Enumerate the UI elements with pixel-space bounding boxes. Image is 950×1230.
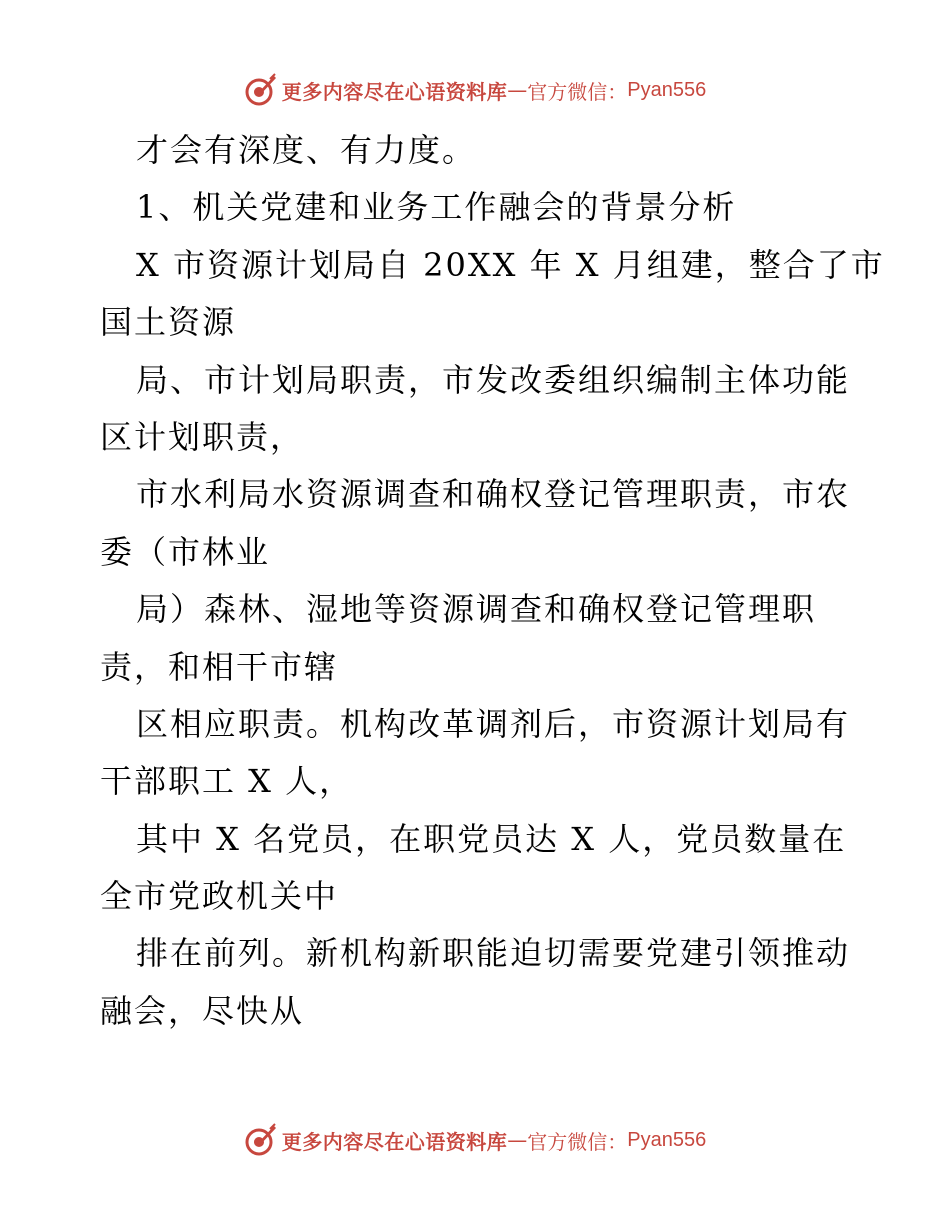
body-line: 市水利局水资源调查和确权登记管理职责，市农 xyxy=(136,475,851,514)
body-line: 才会有深度、有力度。 xyxy=(136,131,477,169)
body-line: 其中 X 名党员，在职党员达 X 人，党员数量在 xyxy=(136,819,847,858)
body-line: 1、机关党建和业务工作融会的背景分析 xyxy=(136,188,737,227)
header-wechat-label: 官方微信： xyxy=(527,79,628,104)
footer-banner xyxy=(0,1120,950,1160)
body-line: 责，和相干市辖 xyxy=(100,647,339,686)
footer-wechat-label: 官方微信： xyxy=(527,1129,628,1154)
body-line: 委（市林业 xyxy=(100,532,271,571)
body-line: 局）森林、湿地等资源调查和确权登记管理职 xyxy=(136,590,817,629)
quill-logo-icon xyxy=(244,73,278,107)
footer-wechat-id: Pyan556 xyxy=(627,1128,707,1151)
body-line: 局、市计划局职责，市发改委组织编制主体功能 xyxy=(136,360,851,399)
body-line: 干部职工 X 人， xyxy=(100,762,354,801)
body-line: 融会，尽快从 xyxy=(100,991,305,1030)
document-body xyxy=(100,122,885,1040)
footer-brand-text: 更多内容尽在心语资料库 xyxy=(281,1129,508,1154)
body-line: 区相应职责。机构改革调剂后，市资源计划局有 xyxy=(136,704,851,743)
body-line: 区计划职责， xyxy=(100,417,305,456)
body-line: 国土资源 xyxy=(100,303,237,342)
header-banner xyxy=(0,70,950,110)
body-line: 排在前列。新机构新职能迫切需要党建引领推动 xyxy=(136,934,851,973)
body-line: X 市资源计划局自 20XX 年 X 月组建，整合了市 xyxy=(136,245,885,284)
body-line: 全市党政机关中 xyxy=(100,877,339,916)
footer-separator: — xyxy=(507,1128,528,1152)
header-wechat-id: Pyan556 xyxy=(627,78,707,101)
header-brand-text: 更多内容尽在心语资料库 xyxy=(281,79,508,104)
header-separator: — xyxy=(507,78,528,102)
quill-logo-icon xyxy=(244,1123,278,1157)
